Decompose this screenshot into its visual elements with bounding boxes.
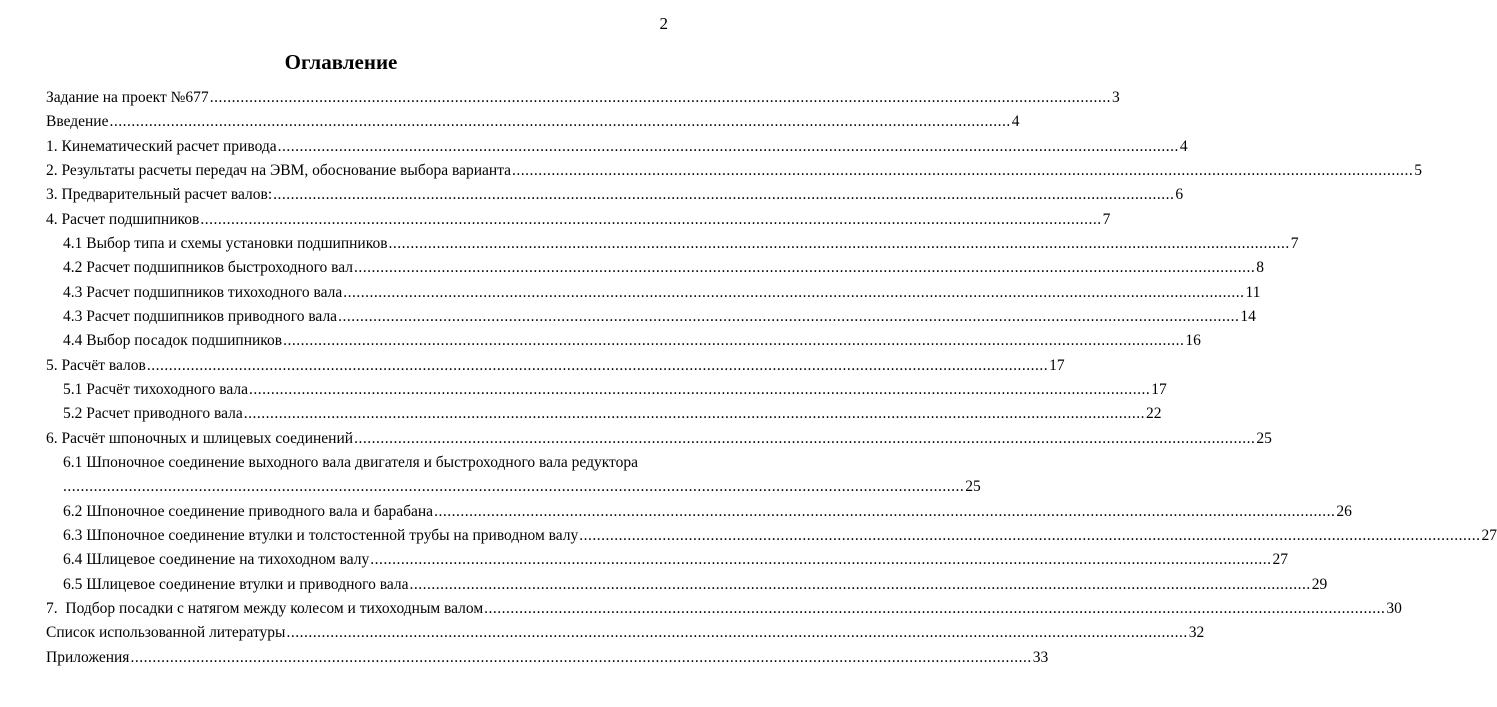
toc-leader: .............................................................................................................................................................................................................. [409, 575, 1311, 593]
toc-leader: .............................................................................................................................................................................................................. [343, 283, 1245, 301]
toc-entry-page: 27 [1481, 526, 1497, 544]
toc-entry[interactable] [63, 381, 1167, 405]
toc-entry-text: 4. Расчет подшипников [46, 210, 200, 228]
toc-entry-page: 17 [1151, 381, 1167, 399]
toc-entry-page: 8 [1256, 259, 1265, 277]
toc-entry-text: 5.1 Расчёт тихоходного вала [63, 381, 248, 399]
toc-leader: .............................................................................................................................................................................................................. [484, 599, 1386, 617]
toc-entry[interactable] [63, 332, 1201, 356]
toc-entry[interactable] [63, 551, 1288, 575]
toc-leader: .............................................................................................................................................................................................................. [146, 356, 1049, 374]
toc-entry[interactable] [63, 308, 1256, 332]
toc-leader: .............................................................................................................................................................................................................. [579, 526, 1481, 544]
toc-entry[interactable] [63, 259, 1265, 283]
toc-entry-page: 14 [1240, 308, 1256, 326]
toc-entry-page: 17 [1049, 356, 1065, 374]
toc-entry-page: 27 [1272, 551, 1288, 569]
toc-leader: .............................................................................................................................................................................................................. [338, 308, 1240, 326]
toc-entry-page: 4 [1179, 137, 1188, 155]
toc-entry[interactable] [46, 186, 1184, 210]
toc-leader: .............................................................................................................................................................................................................. [273, 186, 1175, 204]
toc-entry-page: 11 [1245, 283, 1261, 301]
toc-leader: .............................................................................................................................................................................................................. [370, 551, 1272, 569]
toc-entry-page: 22 [1146, 405, 1162, 423]
toc-leader: .............................................................................................................................................................................................................. [63, 478, 965, 496]
toc-entry[interactable] [46, 89, 1120, 113]
toc-entry[interactable] [46, 429, 1272, 454]
toc-entry-page: 26 [1336, 502, 1352, 520]
toc-entry-text: 4.3 Расчет подшипников приводного вала [63, 308, 338, 326]
toc-leader: .............................................................................................................................................................................................................. [277, 137, 1179, 155]
toc-entry-text: 6.2 Шпоночное соединение приводного вала и барабана [63, 502, 434, 520]
toc-entry[interactable] [46, 599, 1402, 624]
page-number: 2 [659, 14, 668, 33]
toc-entry-page: 7 [1102, 210, 1111, 228]
toc-entry-page: 30 [1386, 599, 1402, 617]
toc-entry-text: Введение [46, 113, 109, 131]
toc-leader: .............................................................................................................................................................................................................. [130, 648, 1032, 666]
toc-entry[interactable] [63, 502, 1352, 527]
toc-entry-page: 32 [1188, 624, 1205, 642]
toc-entry-page: 25 [965, 478, 981, 496]
toc-entry-text: Задание на проект №677 [46, 89, 209, 106]
toc-entry-text: 1. Кинематический расчет привода [46, 137, 277, 155]
toc-entry-page: 7 [1290, 235, 1299, 253]
toc-entry-text: 5. Расчёт валов [46, 356, 146, 374]
toc-leader: .............................................................................................................................................................................................................. [434, 502, 1336, 520]
toc-entry-page: 16 [1185, 332, 1201, 350]
toc-entry[interactable] [63, 526, 1497, 551]
toc-leader: .............................................................................................................................................................................................................. [286, 624, 1188, 642]
toc-entry-text: 3. Предварительный расчет валов: [46, 186, 273, 204]
toc-entry-text: 6.4 Шлицевое соединение на тихоходном валу [63, 551, 370, 569]
toc-entry-text: Список использованной литературы [46, 624, 286, 642]
toc-leader: .............................................................................................................................................................................................................. [109, 113, 1011, 131]
toc-leader: .............................................................................................................................................................................................................. [243, 405, 1146, 423]
toc-leader: .............................................................................................................................................................................................................. [512, 162, 1414, 180]
toc-entry-page: 6 [1175, 186, 1184, 204]
toc-title: Оглавление [284, 50, 398, 74]
toc-entry-page: 4 [1011, 113, 1020, 131]
toc-entry-page: 33 [1032, 648, 1049, 666]
toc-entry-text: 5.2 Расчет приводного вала [63, 405, 243, 423]
toc-entry-text: 6.5 Шлицевое соединение втулки и приводного вала [63, 575, 409, 593]
toc-entry[interactable] [46, 624, 1205, 648]
toc-entry[interactable] [63, 283, 1261, 308]
toc-entry[interactable] [46, 356, 1065, 381]
toc-entry[interactable] [63, 575, 1328, 600]
toc-entry-page: 5 [1414, 162, 1423, 180]
toc-leader: .............................................................................................................................................................................................................. [209, 89, 1111, 106]
table-of-contents [46, 89, 1497, 673]
toc-entry-text: 7. Подбор посадки с натягом между колесом и тихоходным валом [46, 599, 484, 617]
toc-entry[interactable] [46, 210, 1111, 235]
toc-entry[interactable] [46, 113, 1020, 137]
toc-entry[interactable] [46, 137, 1188, 162]
toc-leader: .............................................................................................................................................................................................................. [354, 429, 1256, 447]
toc-entry-text: 6.3 Шпоночное соединение втулки и толстостенной трубы на приводном валу [63, 526, 579, 544]
toc-leader: .............................................................................................................................................................................................................. [248, 381, 1151, 399]
toc-leader: .............................................................................................................................................................................................................. [283, 332, 1185, 350]
toc-entry-page: 25 [1256, 429, 1272, 447]
toc-entry-page: 29 [1311, 575, 1328, 593]
toc-leader: .............................................................................................................................................................................................................. [388, 235, 1290, 253]
toc-entry-text: Приложения [46, 648, 130, 666]
toc-entry-text: 6.1 Шпоночное соединение выходного вала двигателя и быстроходного вала редуктора [63, 454, 638, 472]
toc-entry[interactable] [63, 405, 1162, 429]
toc-entry-text: 4.2 Расчет подшипников быстроходного вал [63, 259, 354, 277]
toc-entry-text: 4.4 Выбор посадок подшипников [63, 332, 283, 350]
toc-leader: .............................................................................................................................................................................................................. [354, 259, 1256, 277]
toc-entry-text: 2. Результаты расчеты передач на ЭВМ, обоснование выбора варианта [46, 162, 512, 180]
toc-entry[interactable] [46, 648, 1049, 673]
toc-entry-page: 3 [1111, 89, 1120, 106]
toc-entry[interactable] [63, 235, 1299, 259]
toc-entry-text: 4.3 Расчет подшипников тихоходного вала [63, 283, 343, 301]
toc-entry-text: 6. Расчёт шпоночных и шлицевых соединений [46, 429, 354, 447]
toc-entry[interactable] [46, 162, 1423, 186]
toc-entry[interactable] [63, 454, 981, 502]
toc-entry-text: 4.1 Выбор типа и схемы установки подшипников [63, 235, 388, 253]
toc-leader: .............................................................................................................................................................................................................. [200, 210, 1102, 228]
